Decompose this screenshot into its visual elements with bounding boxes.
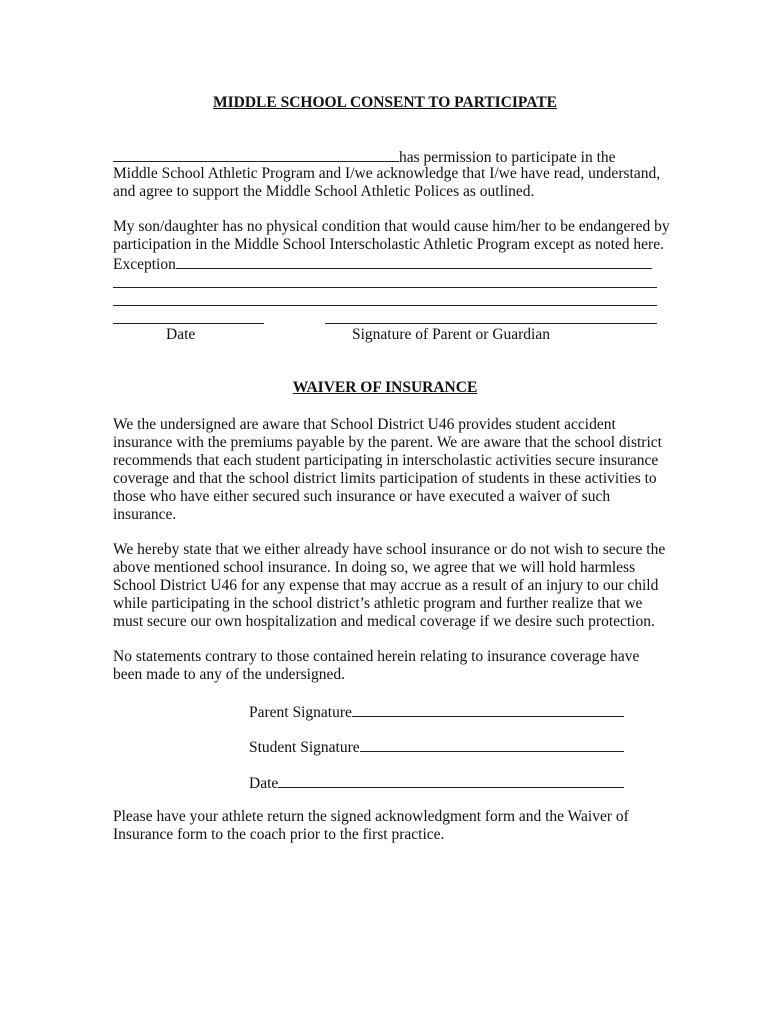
permission-text-1: has permission to participate in the [399,149,616,166]
waiver-p3-line-1: No statements contrary to those contained herein relating to insurance coverage have [113,648,640,665]
consent-signature-label: Signature of Parent or Guardian [352,326,550,343]
consent-signature-line[interactable] [325,323,657,324]
student-name-field[interactable] [113,147,399,162]
exception-label: Exception [113,256,176,273]
student-signature-label: Student Signature [249,739,360,756]
waiver-date-label: Date [249,775,279,792]
permission-line-1 [113,147,616,167]
waiver-p1-line-5: those who have either secured such insurance or have executed a waiver of such [113,488,611,505]
exception-blank-line-2[interactable] [113,305,657,306]
condition-line-2: participation in the Middle School Interscholastic Athletic Program except as noted here. [113,236,664,253]
condition-line-1: My son/daughter has no physical condition that would cause him/her to be endangered by [113,218,670,235]
waiver-p2-line-2: above mentioned school insurance. In doing so, we agree that we will hold harmless [113,559,636,576]
permission-line-2: Middle School Athletic Program and I/we acknowledge that I/we have read, understand, [113,165,661,182]
consent-date-line[interactable] [113,323,264,324]
waiver-p1-line-1: We the undersigned are aware that School District U46 provides student accident [113,416,616,433]
parent-signature-field[interactable] [352,702,624,717]
waiver-p2-line-1: We hereby state that we either already have school insurance or do not wish to secure the [113,541,666,558]
exception-blank-line-1[interactable] [113,287,657,288]
waiver-p1-line-4: coverage and that the school district limits participation of students in these activities to [113,470,657,487]
student-signature-row [249,737,624,757]
waiver-p2-line-3: School District U46 for any expense that may accrue as a result of an injury to our child [113,577,659,594]
waiver-date-row [249,773,624,793]
closing-line-2: Insurance form to the coach prior to the first practice. [113,826,445,843]
exception-field[interactable] [176,254,652,269]
student-signature-field[interactable] [360,737,624,752]
waiver-p2-line-4: while participating in the school district’s athletic program and further realize that we [113,595,643,612]
waiver-p1-line-2: insurance with the premiums payable by the parent. We are aware that the school district [113,434,662,451]
permission-line-3: and agree to support the Middle School Athletic Polices as outlined. [113,183,535,200]
waiver-p1-line-3: recommends that each student participating in interscholastic activities secure insurance [113,452,659,469]
consent-date-label: Date [166,326,196,343]
waiver-title: WAIVER OF INSURANCE [292,379,478,396]
closing-line-1: Please have your athlete return the signed acknowledgment form and the Waiver of [113,808,629,825]
waiver-p1-line-6: insurance. [113,506,177,523]
waiver-p3-line-2: been made to any of the undersigned. [113,666,345,683]
waiver-date-field[interactable] [278,773,624,788]
parent-signature-row [249,702,624,722]
parent-signature-label: Parent Signature [249,704,352,721]
exception-line [113,254,652,274]
waiver-p2-line-5: must secure our own hospitalization and medical coverage if we desire such protection. [113,613,655,630]
consent-title: MIDDLE SCHOOL CONSENT TO PARTICIPATE [213,94,557,111]
